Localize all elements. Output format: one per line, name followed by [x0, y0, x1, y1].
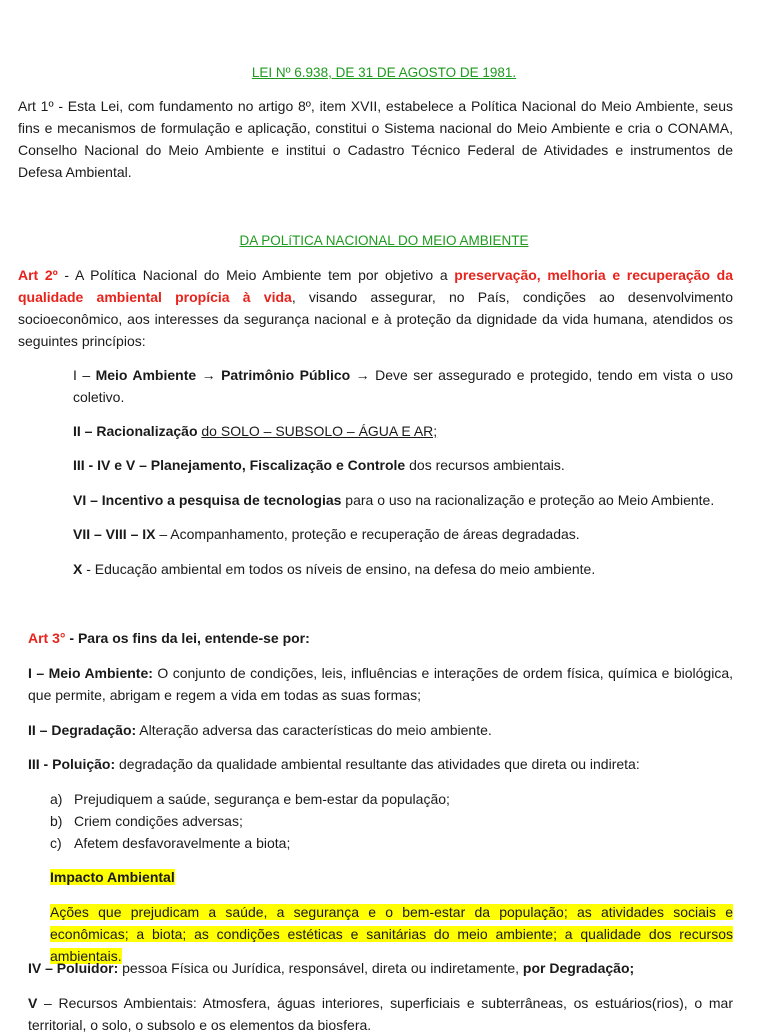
definition-5: [28, 992, 733, 1036]
list-item: [50, 832, 290, 854]
definition-1: [28, 662, 733, 706]
list-marker: c): [50, 835, 62, 851]
principle-3-rest: dos recursos ambientais.: [405, 457, 565, 473]
principle-5: [73, 523, 733, 545]
art2-text-1: - A Política Nacional do Meio Ambiente tem por objetivo a: [57, 267, 455, 283]
art2-paragraph: [18, 264, 733, 352]
art2-text-2: , visando assegurar, no País, condições ao desenvolvimento socioeconômico, aos interesses da segurança nacional e à proteção da dignidade da vida humana, atendidos os seguintes princípios:: [18, 289, 733, 349]
arrow-right-icon: →: [201, 367, 216, 383]
list-item-text: Afetem desfavoravelmente a biota;: [74, 835, 291, 851]
art2-label: Art 2º: [18, 267, 58, 283]
impact-title: [50, 866, 733, 888]
definition-3-rest: degradação da qualidade ambiental resultante das atividades que direta ou indireta:: [115, 756, 640, 772]
list-item: [50, 788, 450, 810]
principle-3-bold: III - IV e V – Planejamento, Fiscalização e Controle: [73, 457, 406, 473]
definition-3-bold: III - Poluição:: [28, 756, 116, 772]
principle-5-bold: VII – VIII – IX: [73, 526, 156, 542]
definition-4-bold: IV – Poluidor:: [28, 960, 119, 976]
definition-1-rest: O conjunto de condições, leis, influências e interações de ordem física, química e biológica, que permite, abrigam e regem a vida em todas as suas formas;: [28, 665, 733, 703]
definition-2: [28, 719, 733, 741]
list-item-text: Criem condições adversas;: [74, 813, 243, 829]
art3-rest: - Para os fins da lei, entende-se por:: [65, 630, 310, 646]
definition-1-bold: I – Meio Ambiente:: [28, 665, 153, 681]
art2-objective: preservação, melhoria e recuperação da qualidade ambiental propícia à vida: [18, 267, 734, 305]
principle-1: [73, 364, 733, 408]
list-item-text: Prejudiquem a saúde, segurança e bem-estar da população;: [74, 791, 450, 807]
art3-label: Art 3°: [28, 630, 66, 646]
principle-1-a: Meio Ambiente: [95, 367, 197, 383]
definition-5-bold: V: [28, 995, 38, 1011]
art1-paragraph: Art 1º - Esta Lei, com fundamento no artigo 8º, item XVII, estabelece a Política Nacional do Meio Ambiente, seus fins e mecanismos de formulação e aplicação, constitui o Sistema nacional do Meio Ambiente e cria o CONAMA, Conselho Nacional do Meio Ambiente e institui o Cadastro Técnico Federal de Atividades e instrumentos de Defesa Ambiental.: [18, 98, 733, 180]
principle-4-rest: para o uso na racionalização e proteção ao Meio Ambiente.: [341, 492, 715, 508]
list-marker: a): [50, 791, 63, 807]
definition-3: [28, 753, 733, 775]
impact-title-text: Impacto Ambiental: [50, 869, 175, 885]
principle-2-bold: II – Racionalização: [73, 423, 198, 439]
list-item: [50, 810, 243, 832]
list-marker: b): [50, 813, 63, 829]
principle-6: [73, 558, 733, 580]
principle-1-rest: Deve ser assegurado e protegido, tendo em vista o uso coletivo.: [73, 367, 734, 405]
definition-2-bold: II – Degradação:: [28, 722, 137, 738]
section-title: DA POLíTICA NACIONAL DO MEIO AMBIENTE: [239, 233, 529, 248]
principle-4: [73, 489, 733, 511]
principle-5-rest: – Acompanhamento, proteção e recuperação de áreas degradadas.: [155, 526, 580, 542]
principle-6-rest: - Educação ambiental em todos os níveis de ensino, na defesa do meio ambiente.: [82, 561, 596, 577]
principle-6-bold: X: [73, 561, 83, 577]
definition-4-text: pessoa Física ou Jurídica, responsável, direta ou indiretamente,: [118, 960, 523, 976]
impact-text-highlight: Ações que prejudicam a saúde, a segurança e o bem-estar da população; as atividades sociais e econômicas; a biota; as condições estéticas e sanitárias do meio ambiente; a qualidade dos recursos ambientais.: [50, 904, 733, 964]
principle-1-b: Patrimônio Público: [221, 367, 351, 383]
definition-5-rest: – Recursos Ambientais: Atmosfera, águas interiores, superficiais e subterrâneas, os estuários(rios), o mar territorial, o solo, o subsolo e os elementos da biosfera.: [28, 995, 733, 1033]
principle-3: [73, 454, 733, 476]
principle-2-underline: do SOLO – SUBSOLO – ÁGUA E AR;: [201, 423, 438, 439]
definition-2-rest: Alteração adversa das características do meio ambiente.: [136, 722, 492, 738]
principle-4-bold: VI – Incentivo a pesquisa de tecnologias: [73, 492, 342, 508]
definition-4: [28, 957, 733, 979]
principle-1-roman: I –: [73, 367, 96, 383]
principle-2: [73, 420, 733, 442]
definition-4-bold-2: por Degradação;: [522, 960, 635, 976]
art3-paragraph: [28, 627, 733, 649]
arrow-right-icon: →: [355, 367, 370, 383]
law-title: LEI Nº 6.938, DE 31 DE AGOSTO DE 1981.: [251, 65, 517, 80]
